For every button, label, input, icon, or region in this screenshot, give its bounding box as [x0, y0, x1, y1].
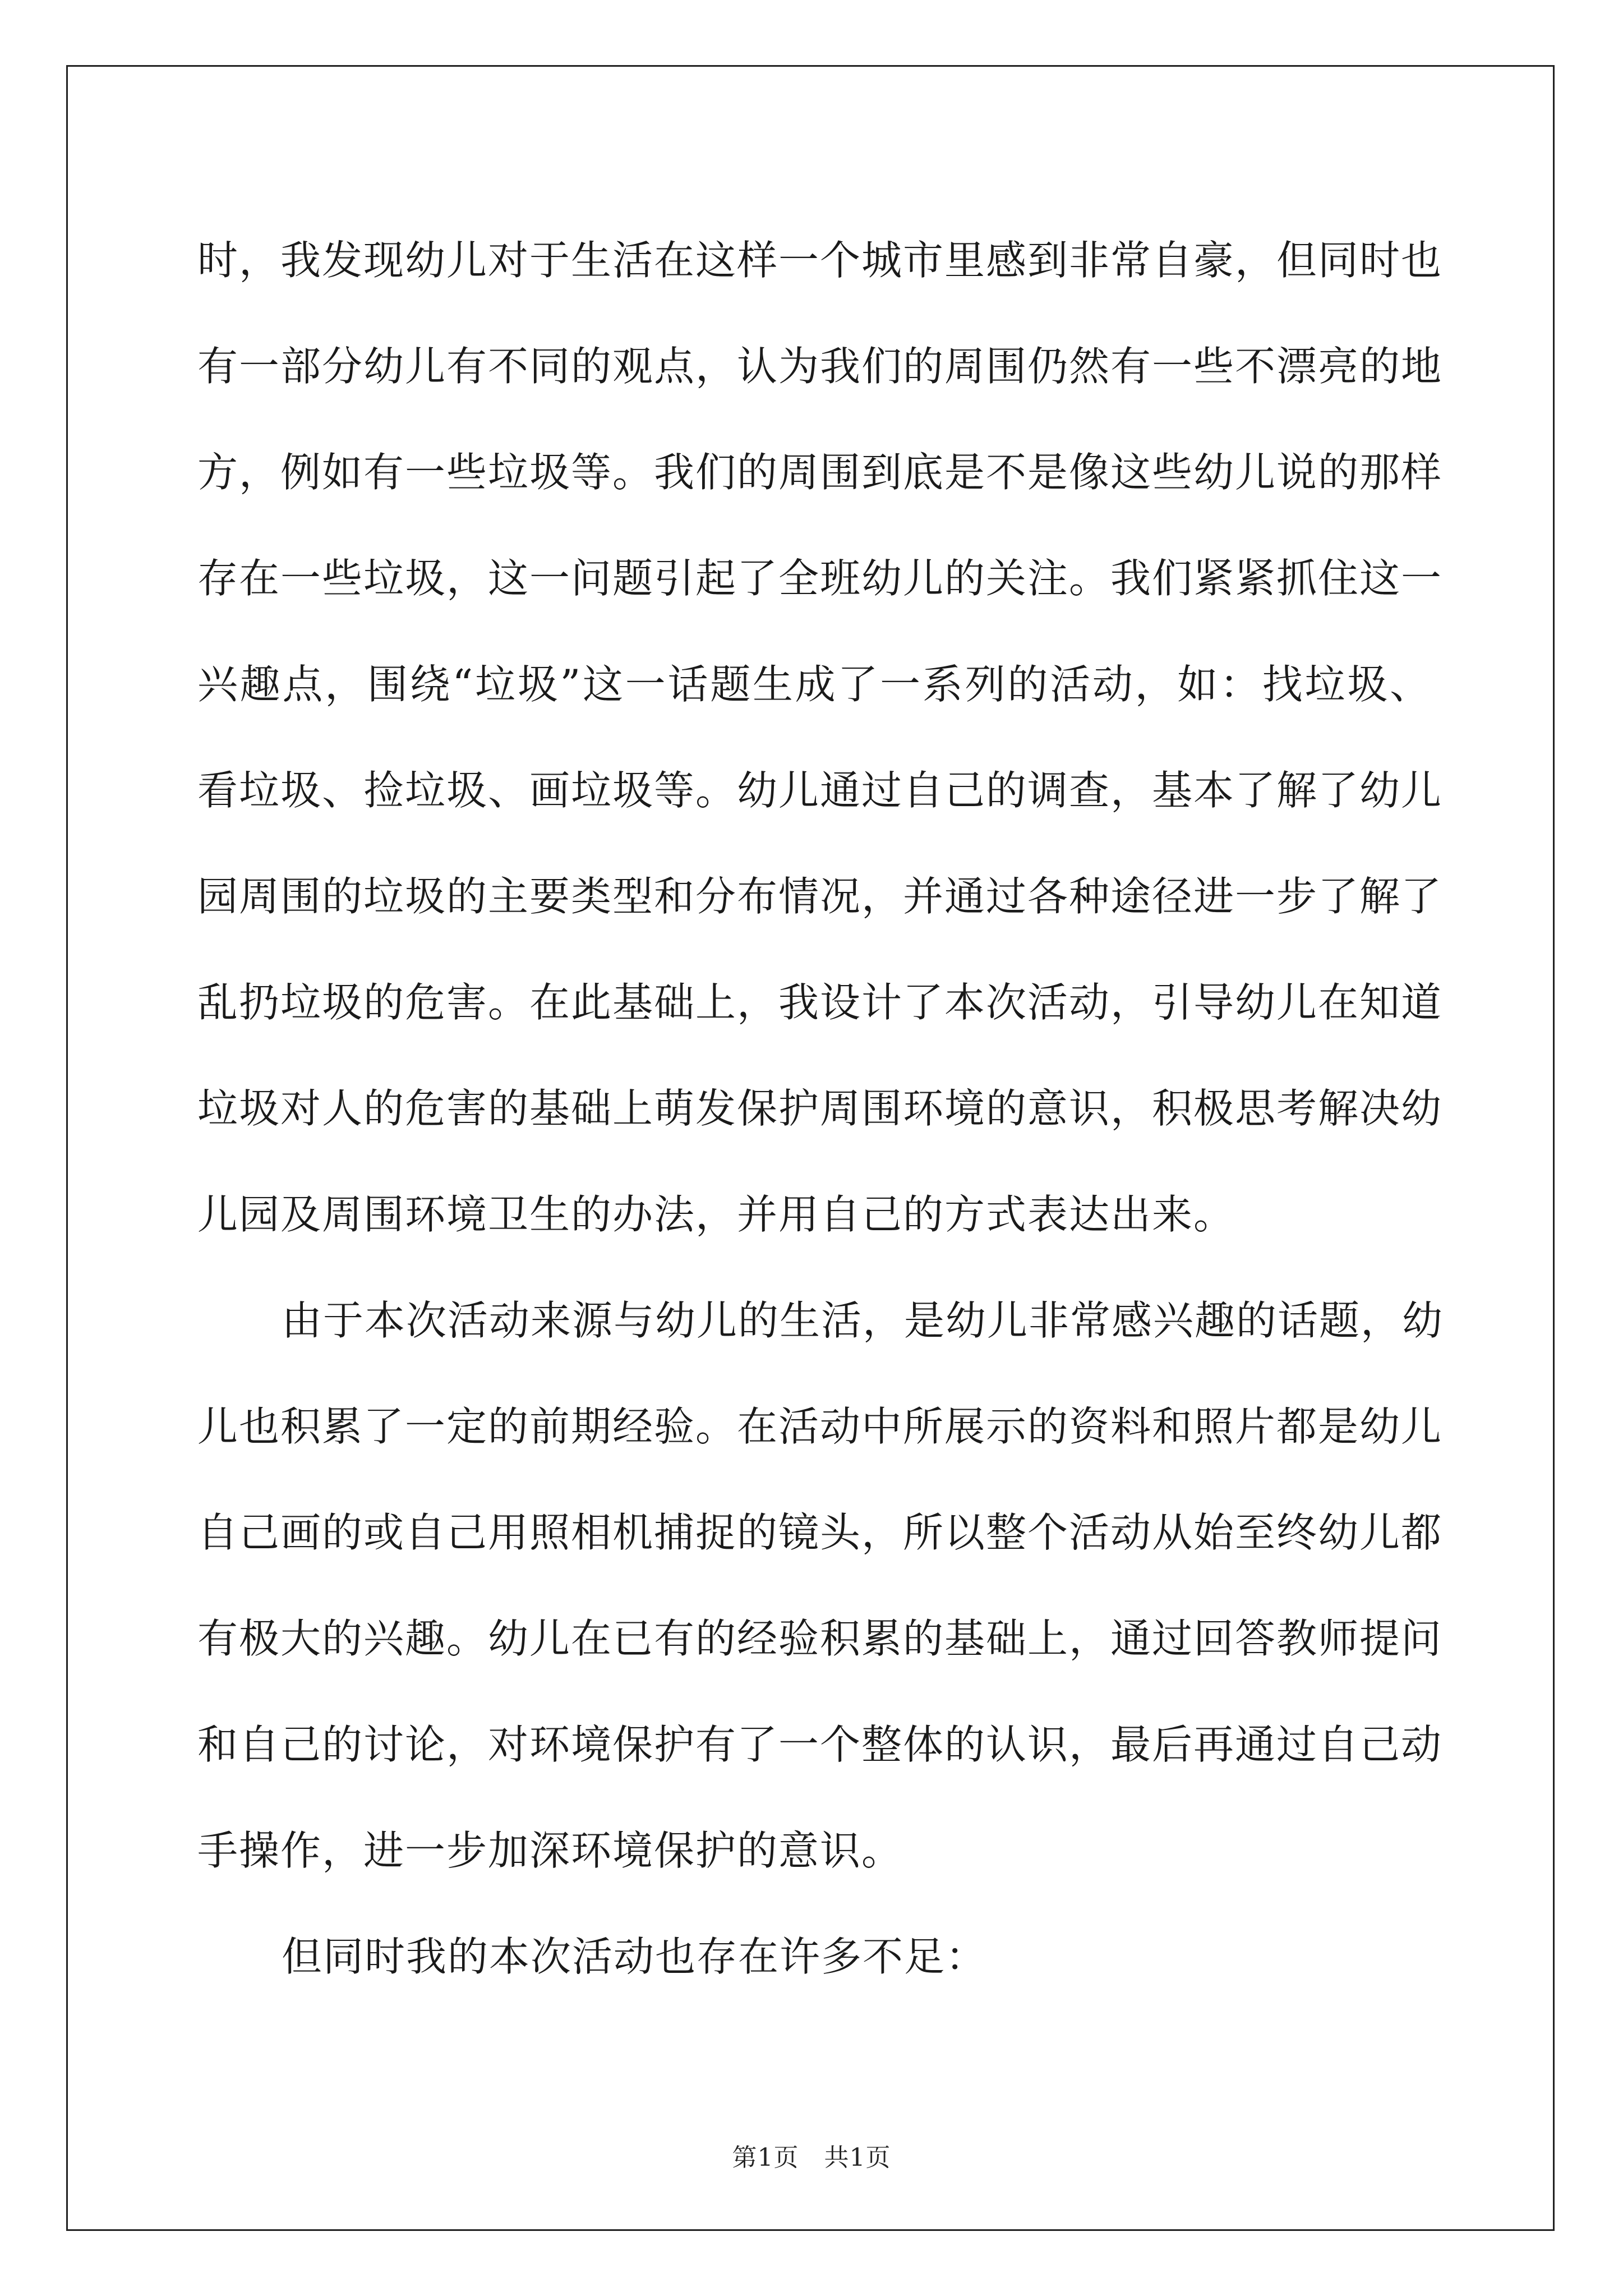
text-line: 园周围的垃圾的主要类型和分布情况，并通过各种途径进一步了解了 [197, 873, 1443, 920]
paragraph-3 [197, 1904, 1431, 2010]
text-line: 由于本次活动来源与幼儿的生活，是幼儿非常感兴趣的话题，幼 [282, 1297, 1444, 1344]
text-line: 有一部分幼儿有不同的观点，认为我们的周围仍然有一些不漂亮的地 [197, 343, 1443, 390]
document-body [197, 208, 1444, 2010]
text-line: 儿也积累了一定的前期经验。在活动中所展示的资料和照片都是幼儿 [197, 1403, 1443, 1450]
text-line: 自己画的或自己用照相机捕捉的镜头，所以整个活动从始至终幼儿都 [197, 1509, 1443, 1556]
paragraph-1 [197, 208, 1443, 1268]
text-line: 和自己的讨论，对环境保护有了一个整体的认识，最后再通过自己动 [197, 1721, 1443, 1768]
text-line: 兴趣点，围绕“垃圾”这一话题生成了一系列的活动，如：找垃圾、 [197, 661, 1431, 708]
text-line: 乱扔垃圾的危害。在此基础上，我设计了本次活动，引导幼儿在知道 [197, 979, 1443, 1026]
text-line: 有极大的兴趣。幼儿在已有的经验积累的基础上，通过回答教师提问 [197, 1615, 1443, 1662]
text-line: 儿园及周围环境卫生的办法，并用自己的方式表达出来。 [197, 1191, 1235, 1238]
text-line: 时，我发现幼儿对于生活在这样一个城市里感到非常自豪，但同时也 [197, 237, 1443, 284]
text-line: 方，例如有一些垃圾等。我们的周围到底是不是像这些幼儿说的那样 [197, 449, 1443, 496]
paragraph-2 [197, 1268, 1444, 1904]
page-number-footer: 第1页 共1页 [732, 2143, 891, 2172]
text-line: 看垃圾、捡垃圾、画垃圾等。幼儿通过自己的调查，基本了解了幼儿 [197, 767, 1443, 814]
text-line: 但同时我的本次活动也存在许多不足： [282, 1933, 988, 1980]
text-line: 手操作，进一步加深环境保护的意识。 [197, 1827, 903, 1874]
text-line: 存在一些垃圾，这一问题引起了全班幼儿的关注。我们紧紧抓住这一 [197, 555, 1443, 602]
text-line: 垃圾对人的危害的基础上萌发保护周围环境的意识，积极思考解决幼 [197, 1085, 1443, 1132]
